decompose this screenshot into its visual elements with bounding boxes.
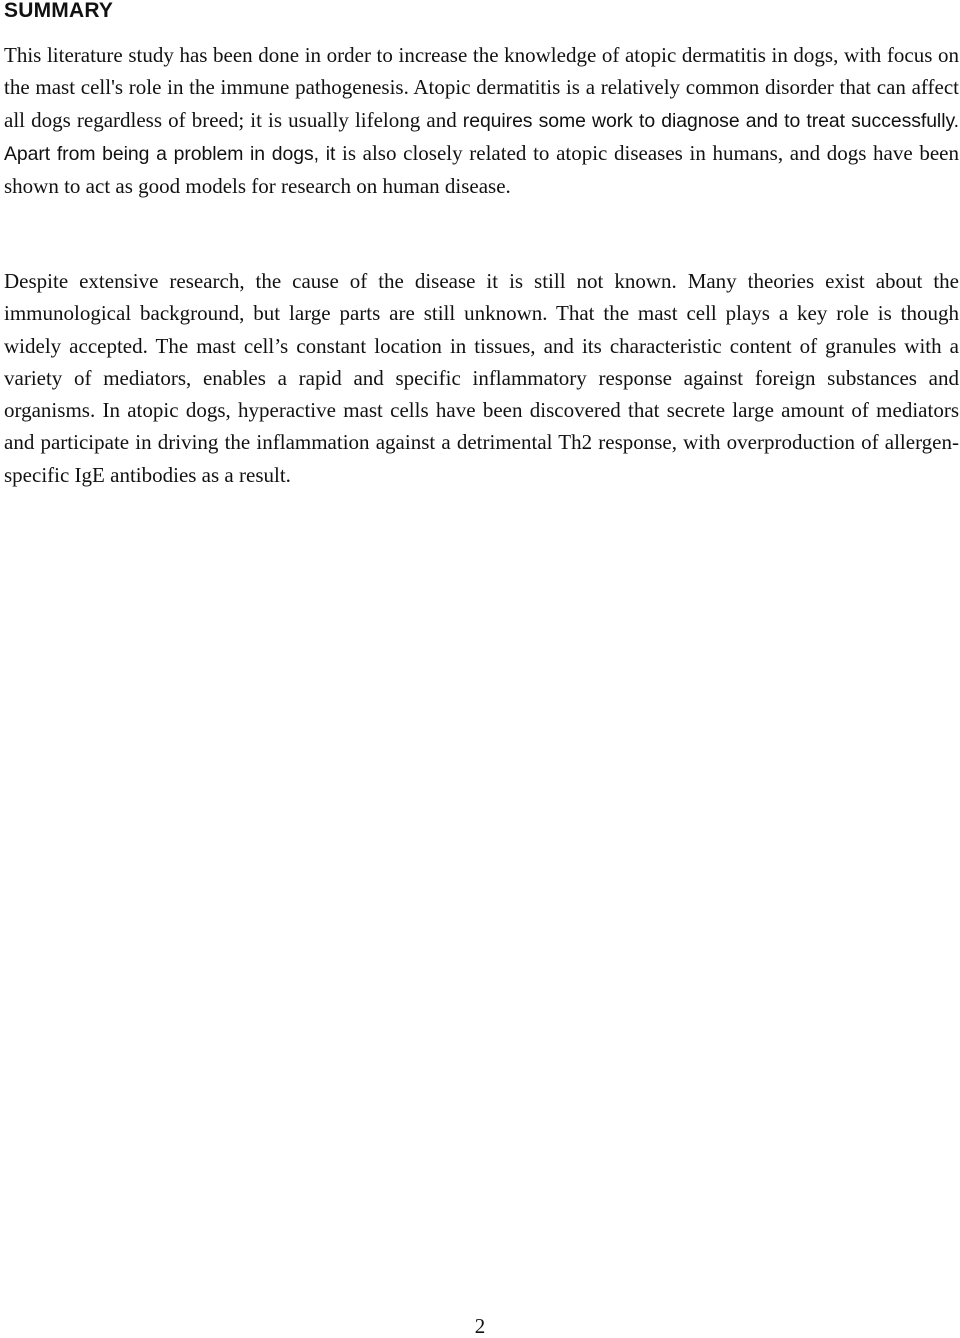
paragraph-2-segment-1: Despite extensive research, the cause of the disease it is still not known. Many theories exist about the immunological background, but large parts are still unknown. That the mast cell plays a key role is though widely accepted. The mast cell’s constant location in tissues, and its characteristic content of granules with a variety of mediators, enables a rapid and specific inflammatory response against foreign substances and organisms. In atopic dogs, hyperactive mast cells have been discovered that secrete large amount of mediators and participate in driving the inflammation against a detrimental Th2 response, with overproduction of allergen-specific IgE antibodies as a result. <box>4 269 959 487</box>
paragraph-1-segment-2: Atopic dermatitis is a relatively common disorder that can affect all dogs regardless of breed; it is usually lifelong and <box>4 75 959 132</box>
paragraph-1-segment-3: requires some work to diagnose and to treat successfully. Apart from being a problem in dogs, it <box>4 109 959 165</box>
page-number: 2 <box>474 1314 486 1338</box>
summary-paragraph-1 <box>4 39 959 202</box>
paragraph-1-segment-1: This literature study has been done in order to increase the knowledge of atopic dermatitis in dogs, with focus on the mast cell's role in the immune pathogenesis. <box>4 43 959 100</box>
section-heading: SUMMARY <box>4 0 114 22</box>
paragraph-1-segment-4: is also closely related to atopic diseases in humans, and dogs have been shown to act as good models for research on human disease. <box>4 140 959 199</box>
summary-paragraph-2 <box>4 265 959 491</box>
